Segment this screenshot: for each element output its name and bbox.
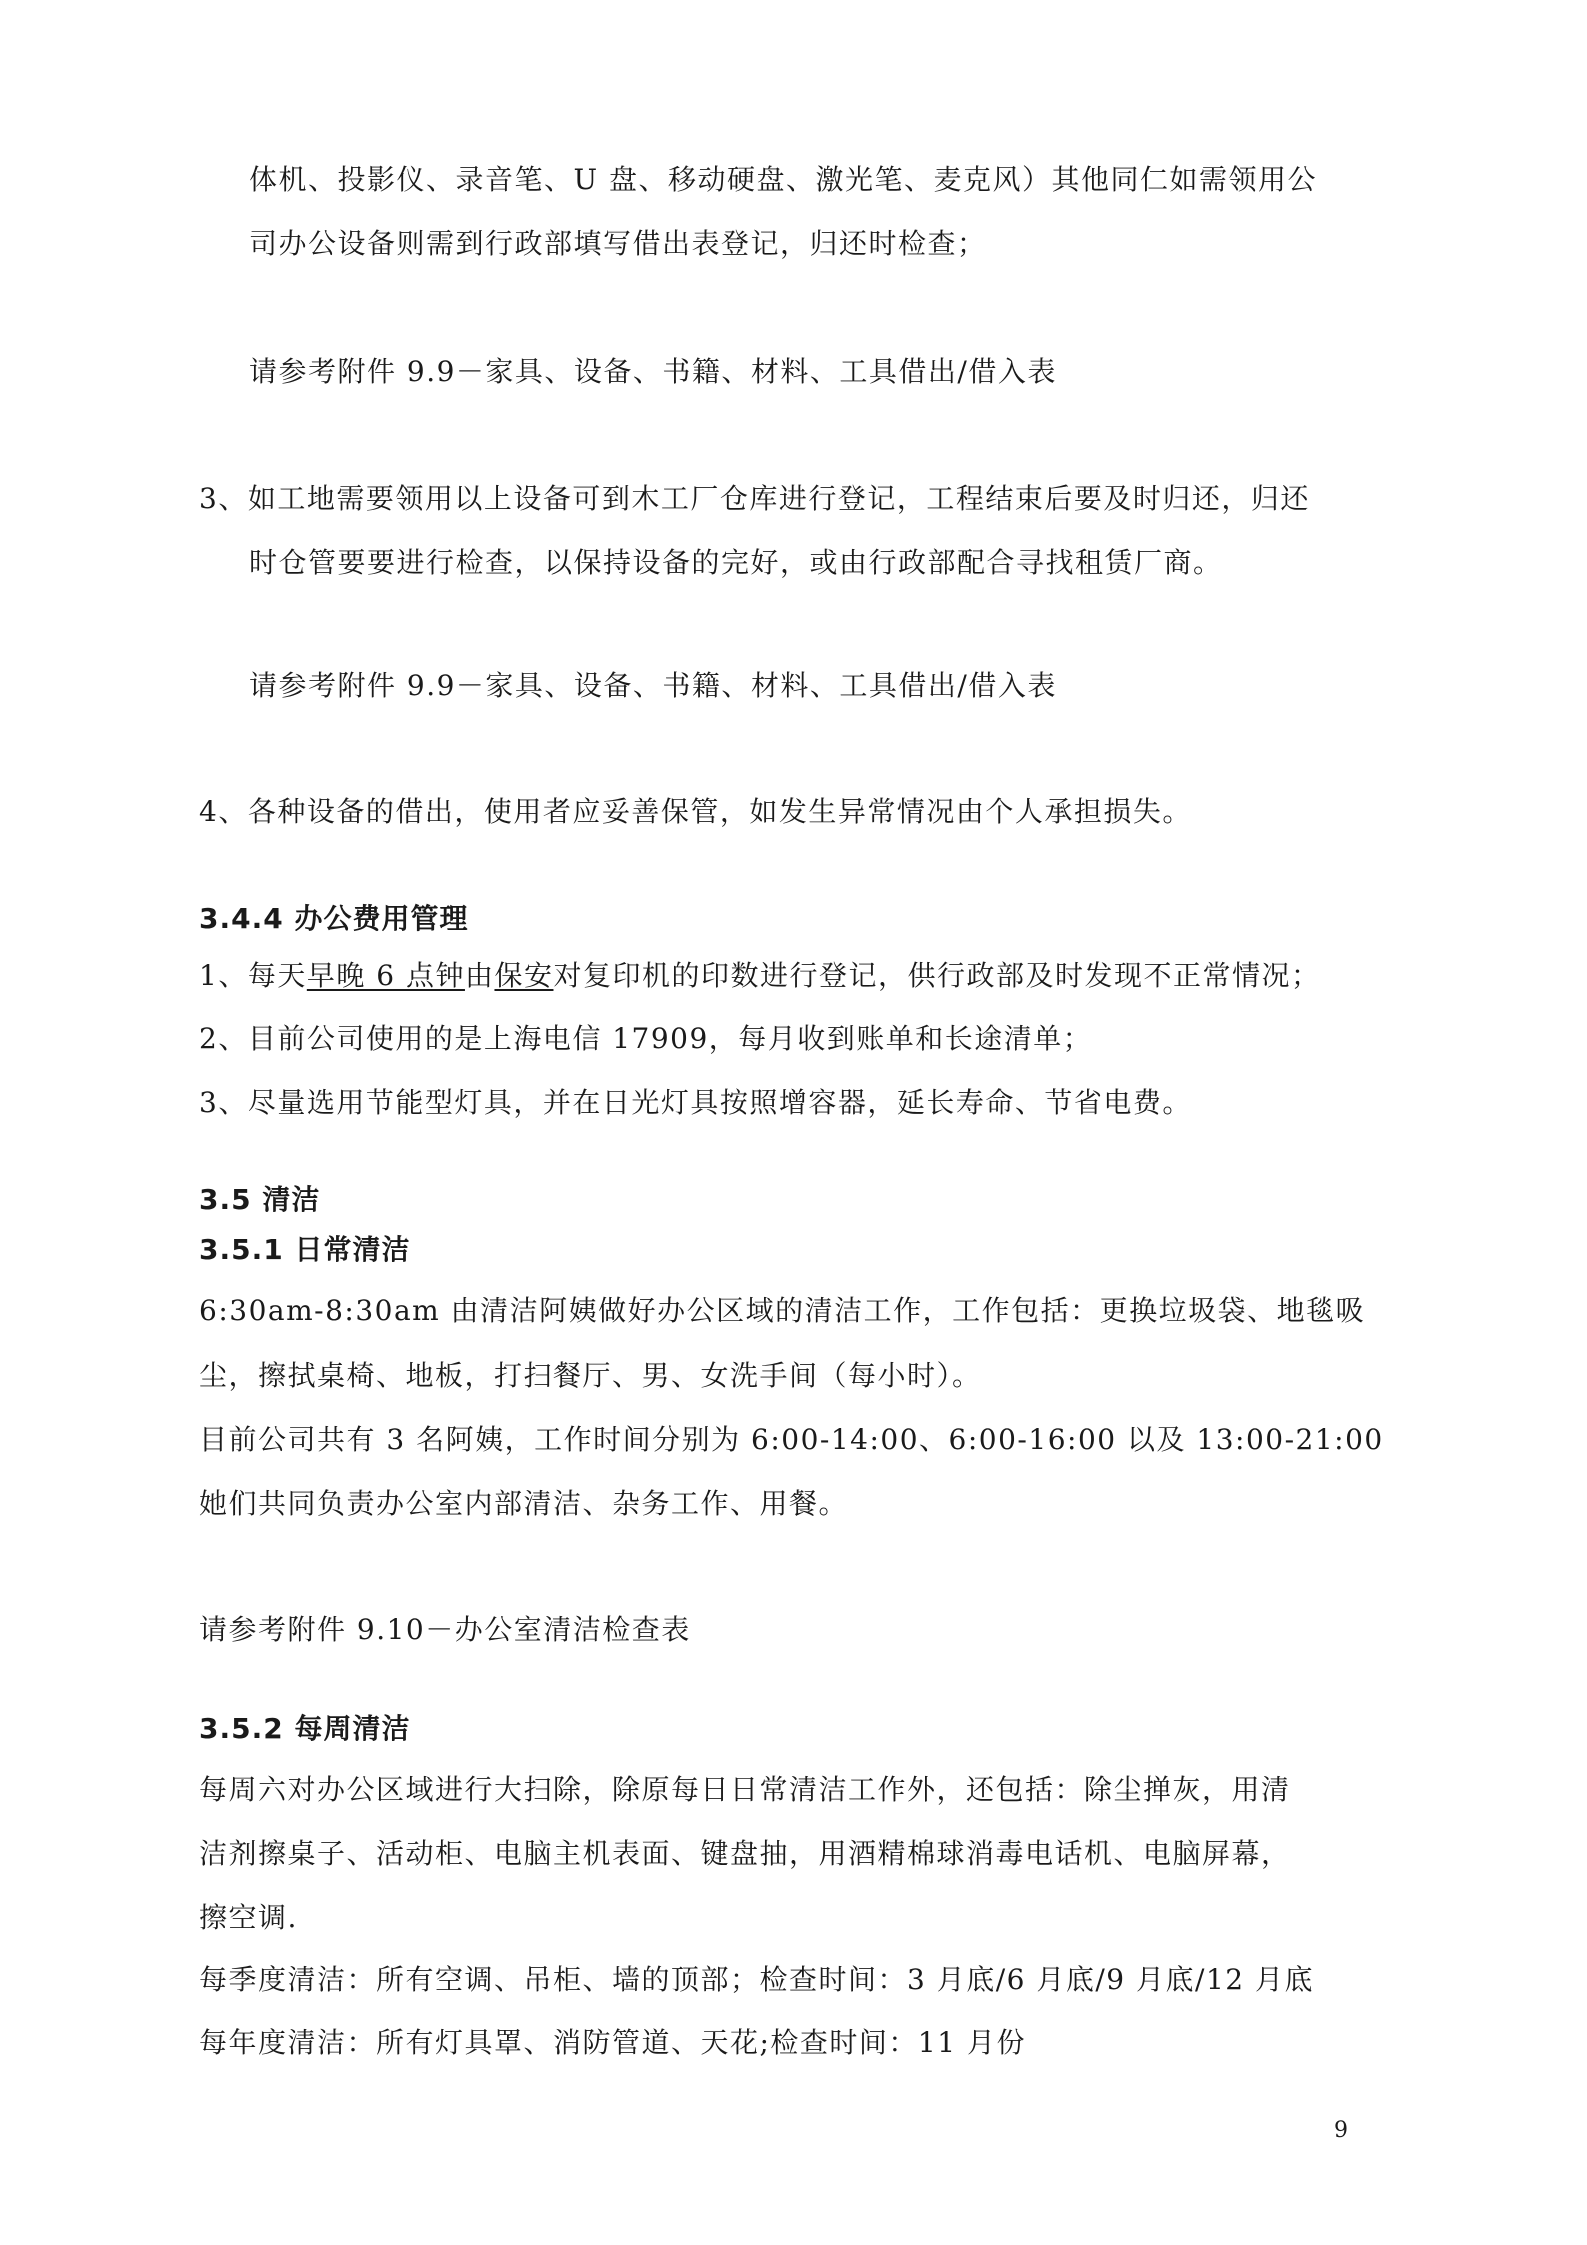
attachment-reference-9-9-second: 请参考附件 9.9－家具、设备、书籍、材料、工具借出/借入表 [249, 669, 1057, 702]
equipment-list-line-1: 体机、投影仪、录音笔、U 盘、移动硬盘、激光笔、麦克风）其他同仁如需领用公 [249, 163, 1318, 196]
item-1-rest: 对复印机的印数进行登记，供行政部及时发现不正常情况； [553, 959, 1321, 992]
yearly-cleaning: 每年度清洁：所有灯具罩、消防管道、天花;检查时间：11 月份 [199, 2026, 1026, 2059]
section-heading-3-4-4: 3.4.4 办公费用管理 [199, 902, 469, 935]
weekly-cleaning-line-3: 擦空调. [199, 1901, 298, 1934]
weekly-cleaning-line-1: 每周六对办公区域进行大扫除，除原每日日常清洁工作外，还包括：除尘掸灰，用清 [199, 1773, 1291, 1806]
office-expense-item-3: 3、尽量选用节能型灯具，并在日光灯具按照增容器，延长寿命、节省电费。 [199, 1086, 1192, 1119]
section-heading-3-5-1: 3.5.1 日常清洁 [199, 1233, 411, 1266]
item-1-prefix: 1、每天 [199, 959, 307, 992]
weekly-cleaning-line-2: 洁剂擦桌子、活动柜、电脑主机表面、键盘抽，用酒精棉球消毒电话机、电脑屏幕， [199, 1837, 1291, 1870]
equipment-list-line-2: 司办公设备则需到行政部填写借出表登记，归还时检查； [249, 227, 987, 260]
daily-cleaning-line-1: 6:30am-8:30am 由清洁阿姨做好办公区域的清洁工作，工作包括：更换垃圾袋、地毯吸 [199, 1294, 1366, 1327]
attachment-reference-9-10: 请参考附件 9.10－办公室清洁检查表 [199, 1613, 691, 1646]
underlined-role: 保安 [494, 959, 554, 992]
daily-cleaning-line-2: 尘，擦拭桌椅、地板，打扫餐厅、男、女洗手间（每小时）。 [199, 1359, 982, 1392]
item-4: 4、各种设备的借出，使用者应妥善保管，如发生异常情况由个人承担损失。 [199, 795, 1192, 828]
section-heading-3-5-2: 3.5.2 每周清洁 [199, 1712, 411, 1745]
section-heading-3-5: 3.5 清洁 [199, 1183, 321, 1216]
daily-cleaning-line-4: 她们共同负责办公室内部清洁、杂务工作、用餐。 [199, 1487, 849, 1520]
item-3-line-2: 时仓管要要进行检查，以保持设备的完好，或由行政部配合寻找租赁厂商。 [249, 546, 1223, 579]
underlined-time: 早晚 6 点钟 [306, 959, 465, 992]
daily-cleaning-line-3: 目前公司共有 3 名阿姨，工作时间分别为 6:00-14:00、6:00-16:00 以及 13:00-21:00 [199, 1423, 1384, 1456]
office-expense-item-2: 2、目前公司使用的是上海电信 17909，每月收到账单和长途清单； [199, 1022, 1093, 1055]
quarterly-cleaning: 每季度清洁：所有空调、吊柜、墙的顶部；检查时间：3 月底/6 月底/9 月底/12 月底 [199, 1963, 1314, 1996]
item-1-connector: 由 [464, 959, 495, 992]
office-expense-item-1 [199, 956, 1321, 996]
attachment-reference-9-9-first: 请参考附件 9.9－家具、设备、书籍、材料、工具借出/借入表 [249, 355, 1057, 388]
item-3-line-1: 3、如工地需要领用以上设备可到木工厂仓库进行登记，工程结束后要及时归还，归还 [199, 482, 1310, 515]
page-number: 9 [1334, 2118, 1348, 2143]
